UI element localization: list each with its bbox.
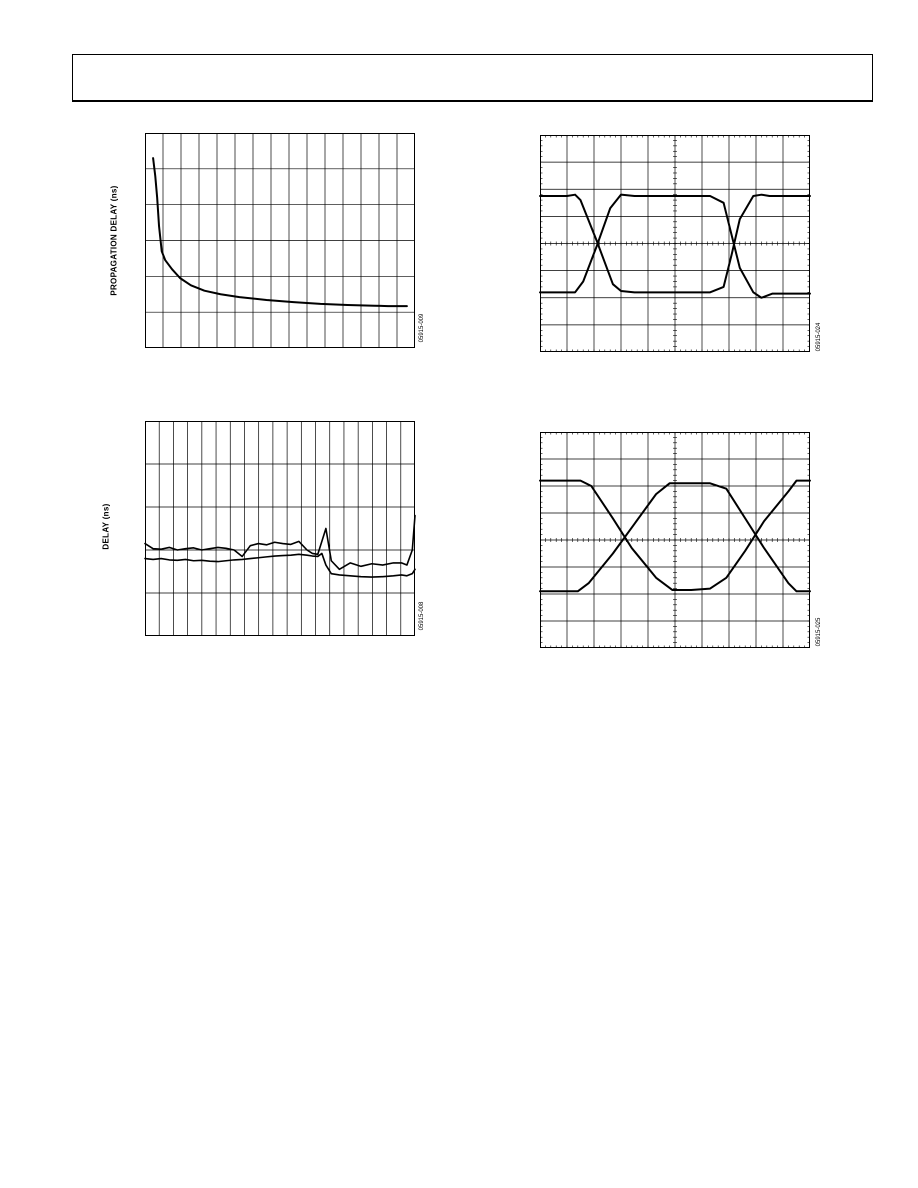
chart2-series-1-line	[145, 516, 415, 570]
chart2-frame	[146, 422, 415, 636]
chart1-propagation-delay	[145, 133, 415, 348]
chart2-series-2-line	[145, 553, 415, 577]
chart1-series-1-line	[153, 158, 407, 306]
page-header	[72, 54, 873, 102]
chart1-figure-id: 05915-009	[419, 313, 425, 343]
chart1-ylabel: PROPAGATION DELAY (ns)	[109, 185, 119, 296]
chart3-scope-trace	[540, 135, 810, 352]
chart2-delay	[145, 421, 415, 636]
chart4-figure-id: 05915-025	[816, 617, 822, 647]
chart3-figure-id: 05915-024	[816, 322, 822, 352]
chart4-scope-trace	[540, 432, 810, 648]
chart1-grid	[145, 133, 415, 348]
chart2-figure-id: 05915-008	[419, 601, 425, 631]
chart2-grid	[145, 421, 415, 636]
chart2-ylabel: DELAY (ns)	[101, 503, 111, 550]
